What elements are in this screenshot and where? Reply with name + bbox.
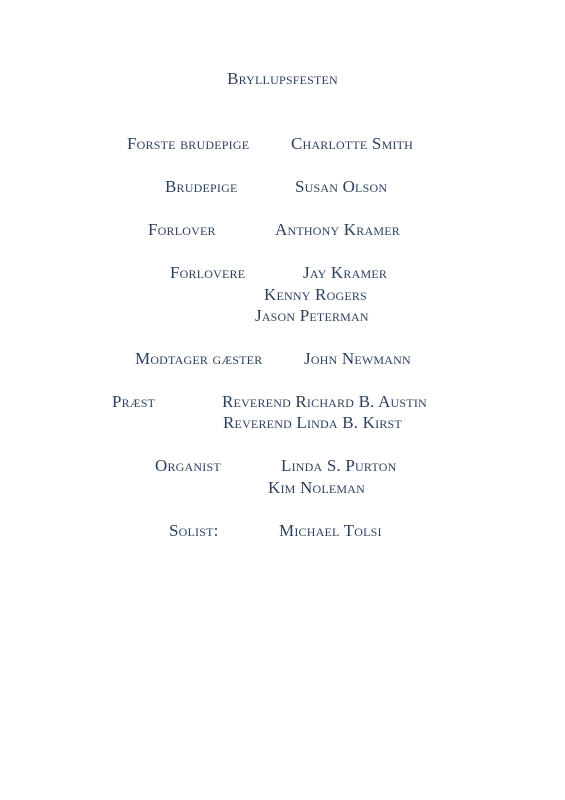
page-title: Bryllupsfesten [227, 69, 338, 88]
name-officiant-1: Reverend Richard B. Austin [222, 392, 427, 411]
role-soloist: Solist: [169, 521, 219, 540]
role-groomsmen: Forlovere [170, 263, 246, 282]
name-maid-of-honor: Charlotte Smith [291, 134, 414, 153]
role-bridesmaid: Brudepige [165, 177, 238, 196]
role-ushers: Modtager gæster [135, 349, 263, 368]
name-usher: John Newmann [304, 349, 411, 368]
role-organist: Organist [155, 456, 221, 475]
name-officiant-2: Reverend Linda B. Kirst [223, 413, 402, 432]
name-organist-2: Kim Noleman [268, 478, 365, 497]
role-maid-of-honor: Forste brudepige [127, 134, 250, 153]
name-groomsman-3: Jason Peterman [255, 306, 369, 325]
name-organist-1: Linda S. Purton [281, 456, 397, 475]
name-bridesmaid: Susan Olson [295, 177, 388, 196]
name-best-man: Anthony Kramer [275, 220, 400, 239]
role-best-man: Forlover [148, 220, 216, 239]
name-soloist: Michael Tolsi [279, 521, 382, 540]
role-officiants: Præst [112, 392, 156, 411]
name-groomsman-2: Kenny Rogers [264, 285, 367, 304]
name-groomsman-1: Jay Kramer [303, 263, 388, 282]
